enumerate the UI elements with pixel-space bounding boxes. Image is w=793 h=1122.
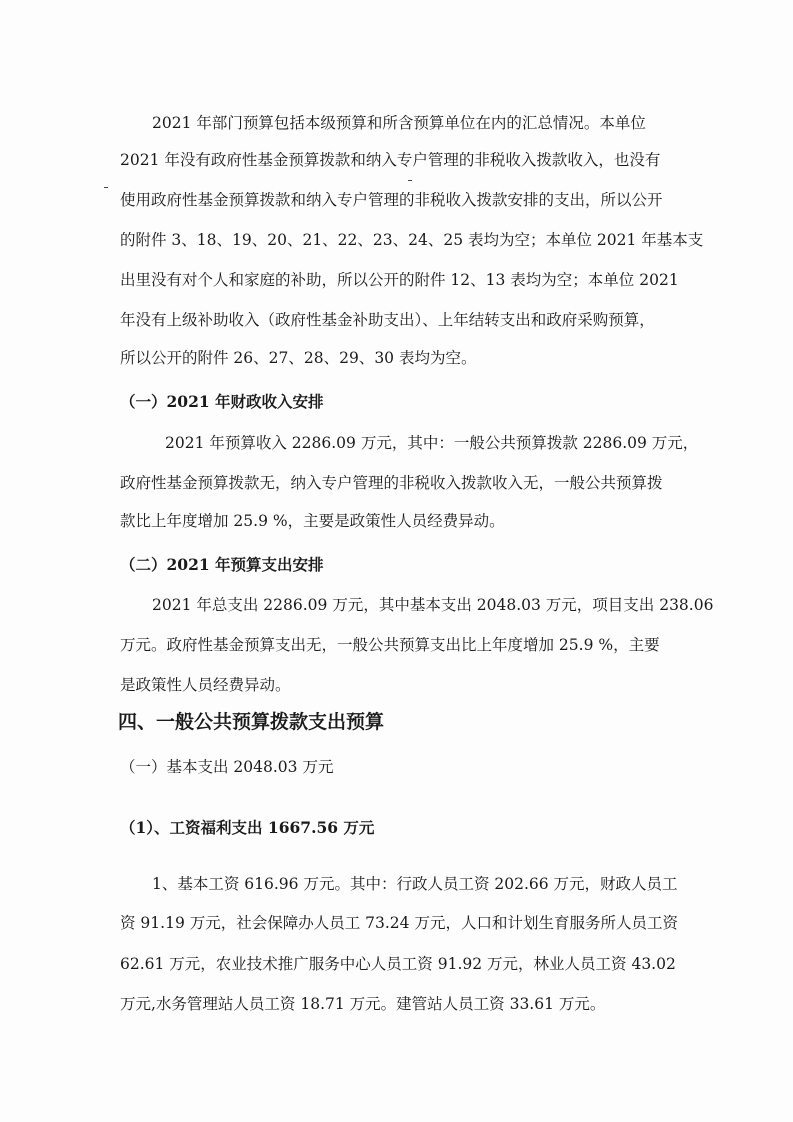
paragraph-line: 1、基本工资 616.96 万元。其中：行政人员工资 202.66 万元，财政人员工 xyxy=(152,875,678,893)
scan-mark xyxy=(104,187,108,188)
paragraph-line: 是政策性人员经费异动。 xyxy=(120,676,291,694)
paragraph-line: 62.61 万元，农业技术推广服务中心人员工资 91.92 万元，林业人员工资 43.02 xyxy=(120,955,676,973)
paragraph-line: 资 91.19 万元，社会保障办人员工 73.24 万元，人口和计划生育服务所人员工资 xyxy=(120,914,678,932)
paragraph-line: 万元,水务管理站人员工资 18.71 万元。建管站人员工资 33.61 万元。 xyxy=(120,995,606,1013)
paragraph-line: 的附件 3、18、19、20、21、22、23、24、25 表均为空；本单位 2021 年基本支 xyxy=(120,231,704,249)
paragraph-line: 年没有上级补助收入（政府性基金补助支出）、上年结转支出和政府采购预算， xyxy=(120,311,655,329)
scan-mark xyxy=(408,180,412,181)
paragraph-line: 款比上年度增加 25.9 %，主要是政策性人员经费异动。 xyxy=(120,512,505,530)
paragraph-line: 2021 年预算收入 2286.09 万元，其中：一般公共预算拨款 2286.09 万元， xyxy=(165,434,699,452)
paragraph-line: 政府性基金预算拨款无，纳入专户管理的非税收入拨款收入无，一般公共预算拨 xyxy=(120,474,663,492)
paragraph-line: 所以公开的附件 26、27、28、29、30 表均为空。 xyxy=(120,349,477,367)
paragraph-line: 2021 年部门预算包括本级预算和所含预算单位在内的汇总情况。本单位 xyxy=(152,114,646,132)
section-title: （二）2021 年预算支出安排 xyxy=(120,555,324,574)
paragraph-line: 万元。政府性基金预算支出无，一般公共预算支出比上年度增加 25.9 %，主要 xyxy=(120,636,660,654)
paragraph-line: 使用政府性基金预算拨款和纳入专户管理的非税收入拨款安排的支出，所以公开 xyxy=(120,191,663,209)
paragraph-line: 2021 年没有政府性基金预算拨款和纳入专户管理的非税收入拨款收入，也没有 xyxy=(120,151,661,169)
subsection-title: （1）、工资福利支出 1667.56 万元 xyxy=(120,818,375,837)
chapter-heading: 四、一般公共预算拨款支出预算 xyxy=(118,711,385,733)
subsection-title: （一）基本支出 2048.03 万元 xyxy=(120,758,334,776)
section-title: （一）2021 年财政收入安排 xyxy=(120,392,324,411)
paragraph-line: 2021 年总支出 2286.09 万元，其中基本支出 2048.03 万元，项目支出 238.06 xyxy=(152,596,714,614)
paragraph-line: 出里没有对个人和家庭的补助，所以公开的附件 12、13 表均为空；本单位 2021 xyxy=(120,271,679,289)
